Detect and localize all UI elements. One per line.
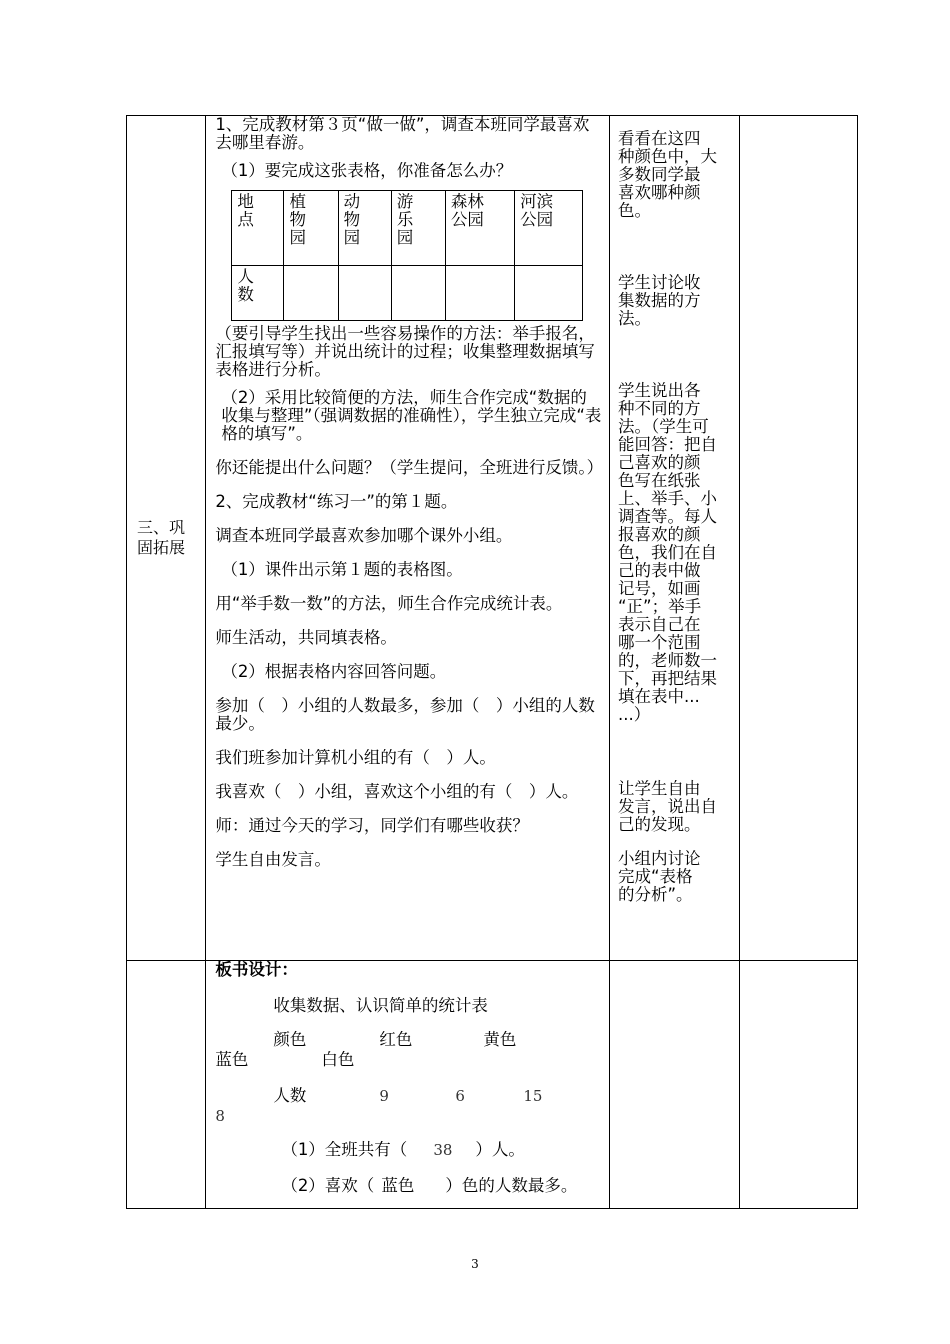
fill-1-text: 参加（ ）小组的人数最多，参加（ ）小组的人数最少。 [215,696,595,733]
activity-text: 师生活动，共同填表格。 [215,628,397,647]
method-text: 用“举手数一数”的方法，师生合作完成统计表。 [215,594,563,613]
empty-stage-cell [127,961,206,1209]
color-item: 黄色 [483,1030,517,1049]
page-number: 3 [471,1257,479,1271]
board-color-row [215,1031,603,1051]
student-note-1: 看看在这四 种颜色中，大 多数同学最 喜欢哪种颜 色。 [617,129,717,220]
student-note-4: 让学生自由 发言，说出自 己的发现。 [617,779,717,834]
board-color-row-2 [215,1051,603,1071]
question-2-text: （2）采用比较简便的方法，师生合作完成“数据的收集与整理”（强调数据的准确性），学生独立完成“表格的填写”。 [221,388,602,443]
color-label: 颜色 [273,1030,307,1049]
board-design-cell [206,961,610,1209]
board-question-1: （1）全班共有（ 38 ）人。 [281,1140,525,1159]
table-cell [284,266,338,321]
student-activity-cell [609,116,739,961]
ask-text: 你还能提出什么问题？（学生提问，全班进行反馈。） [215,458,604,477]
board-question-2: （2）喜欢（ 蓝色 ）色的人数最多。 [281,1176,578,1195]
task-2-text: 2、完成教材“练习一”的第１题。 [215,492,458,511]
answer-value: 蓝色 [381,1176,415,1195]
count-value: 15 [523,1087,543,1105]
survey-text: 调查本班同学最喜欢参加哪个课外小组。 [215,526,513,545]
count-label: 人数 [273,1086,307,1105]
student-note-5: 小组内讨论 完成“表格 的分析”。 [617,849,701,904]
stage-label-line: 固拓展 [137,538,186,557]
board-title: 板书设计： [215,960,298,979]
board-count-row-2 [215,1107,603,1127]
answer-value: 38 [433,1141,453,1159]
student-note-3: 学生说出各 种不同的方 法。（学生可 能回答：把自 己喜欢的颜 色写在纸张 上、举手、小 调查等。每人 报喜欢的颜 色，我们在自 己的表中做 记号，如画 “正”；举手 表示自己在 哪一个范围 的，老师数一 下，再把结果 填在表中... ...） [617,381,717,724]
table-header-cell: 动 物 园 [338,191,391,266]
count-value: 9 [379,1087,389,1105]
empty-student-cell [609,961,739,1209]
empty-notes-cell [739,961,858,1209]
table-header-cell: 游 乐 园 [391,191,445,266]
count-value: 6 [455,1087,465,1105]
table-cell [515,266,583,321]
guide-text: （要引导学生找出一些容易操作的方法：举手报名，汇报填写等）并说出统计的过程；收集整理数据填写表格进行分析。 [215,324,595,379]
lesson-table [126,115,858,1209]
table-header-cell: 地 点 [232,191,284,266]
count-value: 8 [215,1107,225,1125]
table-header-cell: 森林 公园 [445,191,514,266]
spring-trip-table [231,190,583,321]
table-cell [445,266,514,321]
teaching-content-cell [206,116,610,961]
color-item: 蓝色 [215,1050,249,1069]
step-1-text: （1）课件出示第１题的表格图。 [221,560,463,579]
table-row-label: 人 数 [232,266,284,321]
notes-cell [739,116,858,961]
stage-label-line: 三、巩 [137,518,186,537]
table-header-cell: 河滨 公园 [515,191,583,266]
table-cell [338,266,391,321]
speak-text: 学生自由发言。 [215,850,331,869]
board-heading: 收集数据、认识简单的统计表 [273,996,488,1015]
fill-3-text: 我喜欢（ ）小组，喜欢这个小组的有（ ）人。 [215,782,579,801]
color-item: 红色 [379,1030,413,1049]
step-2-text: （2）根据表格内容回答问题。 [221,662,447,681]
table-header-cell: 植 物 园 [284,191,338,266]
color-item: 白色 [321,1050,355,1069]
table-cell [391,266,445,321]
teacher-question-text: 师：通过今天的学习，同学们有哪些收获？ [215,816,529,835]
stage-cell [127,116,206,961]
board-count-row [215,1087,603,1107]
task-1-text: 1、完成教材第３页“做一做”，调查本班同学最喜欢去哪里春游。 [215,115,590,152]
question-1-text: （1）要完成这张表格，你准备怎么办？ [221,161,513,180]
fill-2-text: 我们班参加计算机小组的有（ ）人。 [215,748,496,767]
student-note-2: 学生讨论收 集数据的方 法。 [617,273,701,328]
